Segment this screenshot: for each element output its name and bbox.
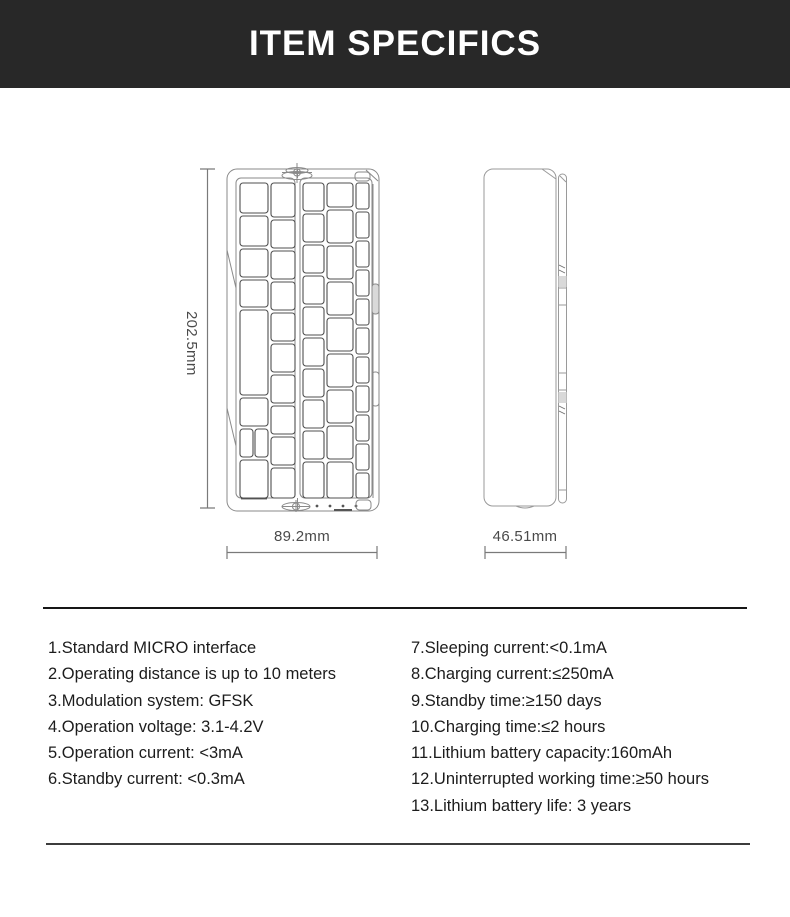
bottom-divider-line	[46, 843, 750, 845]
page-title: ITEM SPECIFICS	[248, 24, 542, 63]
front-width-dimension-line	[227, 546, 377, 559]
spec-item: 8.Charging current:≤250mA	[411, 665, 614, 684]
bottom-right-button	[356, 500, 371, 510]
side-width-dimension-line	[485, 546, 566, 559]
bottom-screws	[241, 497, 357, 511]
bottom-hinge	[282, 500, 310, 512]
side-width-dimension-label: 46.51mm	[492, 528, 558, 545]
spec-item: 2.Operating distance is up to 10 meters	[48, 665, 336, 684]
keyboard-side-view	[484, 169, 567, 508]
specs-right-list	[411, 635, 709, 819]
hinge-strip	[559, 174, 567, 503]
spec-item: 9.Standby time:≥150 days	[411, 691, 602, 710]
spacebar-key	[240, 310, 268, 395]
height-dimension-line	[200, 169, 215, 508]
spec-item: 6.Standby current: <0.3mA	[48, 770, 245, 789]
spec-item: 3.Modulation system: GFSK	[48, 691, 254, 710]
spec-item: 11.Lithium battery capacity:160mAh	[411, 744, 673, 763]
spec-item: 1.Standard MICRO interface	[48, 639, 257, 657]
spec-item: 4.Operation voltage: 3.1-4.2V	[48, 717, 264, 736]
specs-left-list	[48, 635, 336, 793]
keyboard-front-view	[227, 163, 379, 512]
front-height-dimension-label: 202.5mm	[183, 310, 200, 376]
spec-item: 5.Operation current: <3mA	[48, 744, 243, 763]
side-switch	[372, 284, 379, 314]
spec-item: 10.Charging time:≤2 hours	[411, 717, 606, 736]
front-width-dimension-label: 89.2mm	[274, 528, 330, 545]
keyboard-keys	[240, 183, 369, 498]
top-hinge	[282, 163, 312, 183]
spec-item: 7.Sleeping current:<0.1mA	[411, 639, 607, 657]
power-indicator	[355, 172, 370, 181]
spec-item: 13.Lithium battery life: 3 years	[411, 796, 632, 815]
spec-item: 12.Uninterrupted working time:≥50 hours	[411, 770, 709, 789]
top-divider-line	[43, 607, 747, 609]
